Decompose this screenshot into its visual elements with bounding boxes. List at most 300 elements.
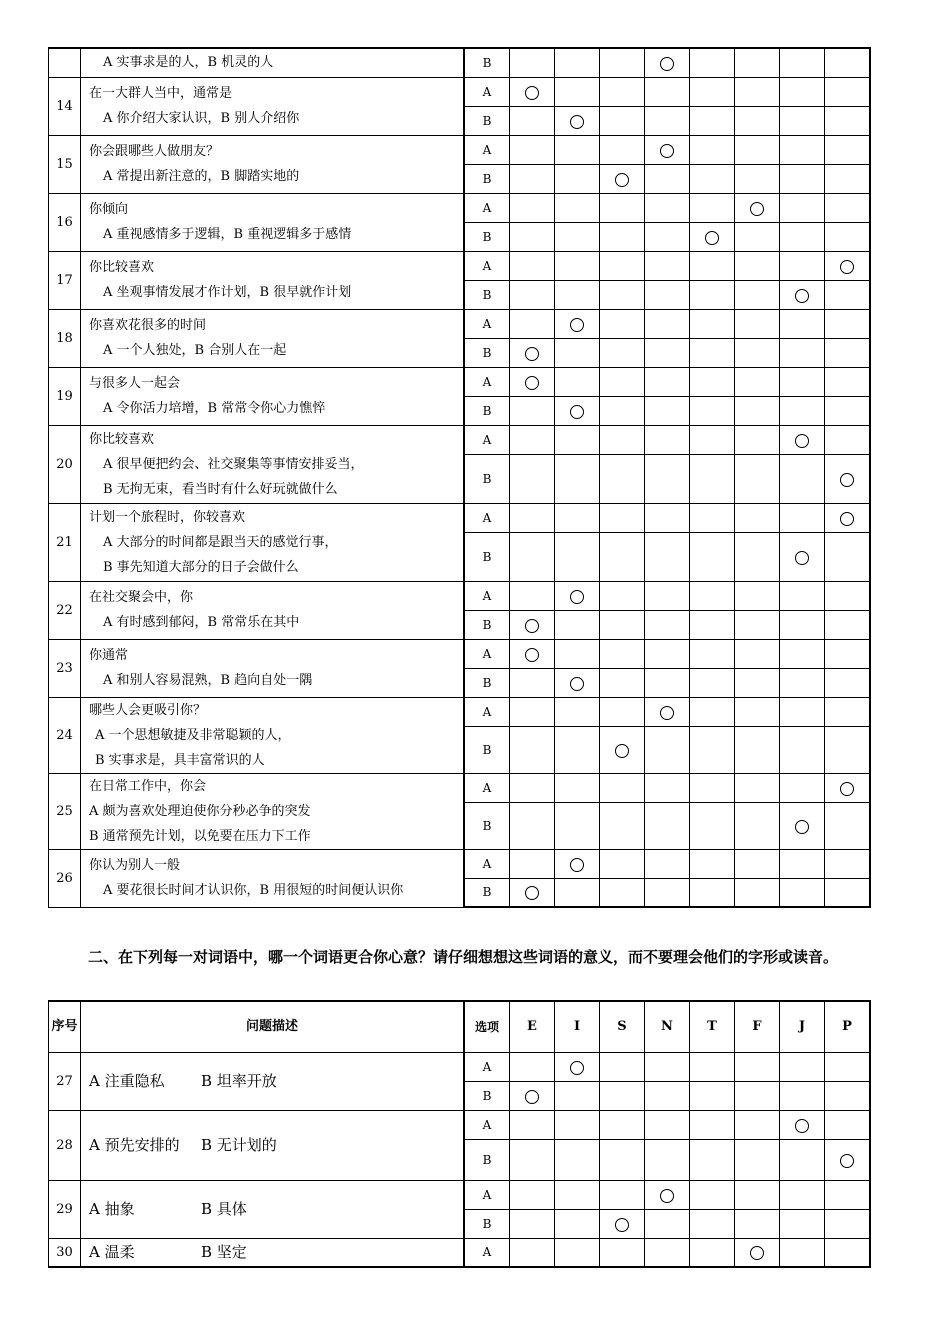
answer-cell-N[interactable]: [645, 77, 690, 106]
answer-cell-I[interactable]: [555, 773, 600, 802]
answer-cell-N[interactable]: [645, 222, 690, 251]
word-option-b: B 无计划的: [201, 1135, 277, 1154]
answer-cell-F[interactable]: [735, 1052, 780, 1081]
answer-cell-F[interactable]: [735, 106, 780, 135]
answer-cell-J[interactable]: [780, 503, 825, 532]
answer-cell-N[interactable]: [645, 164, 690, 193]
answer-cell-P[interactable]: [825, 251, 871, 280]
answer-cell-F[interactable]: [735, 396, 780, 425]
option-label: A: [464, 503, 510, 532]
answer-cell-P[interactable]: [825, 454, 871, 503]
answer-cell-T[interactable]: [690, 164, 735, 193]
selected-circle-icon: [615, 744, 629, 758]
question-line: 你比较喜欢: [89, 260, 155, 275]
answer-cell-N[interactable]: [645, 503, 690, 532]
answer-cell-J[interactable]: [780, 425, 825, 454]
answer-cell-E[interactable]: [510, 338, 555, 367]
answer-cell-S[interactable]: [600, 48, 645, 77]
answer-cell-J[interactable]: [780, 164, 825, 193]
answer-cell-F[interactable]: [735, 726, 780, 773]
answer-cell-F[interactable]: [735, 849, 780, 878]
answer-cell-T[interactable]: [690, 802, 735, 849]
answer-cell-P[interactable]: [825, 222, 871, 251]
answer-cell-P[interactable]: [825, 1110, 871, 1139]
answer-cell-I[interactable]: [555, 1209, 600, 1238]
answer-cell-J[interactable]: [780, 193, 825, 222]
answer-cell-P[interactable]: [825, 367, 871, 396]
answer-cell-J[interactable]: [780, 309, 825, 338]
answer-cell-N[interactable]: [645, 193, 690, 222]
answer-cell-F[interactable]: [735, 773, 780, 802]
answer-cell-N[interactable]: [645, 610, 690, 639]
selected-circle-icon: [840, 473, 854, 487]
answer-cell-N[interactable]: [645, 697, 690, 726]
answer-cell-E[interactable]: [510, 532, 555, 581]
answer-cell-S[interactable]: [600, 222, 645, 251]
answer-cell-S[interactable]: [600, 396, 645, 425]
answer-cell-T[interactable]: [690, 280, 735, 309]
answer-cell-T[interactable]: [690, 1110, 735, 1139]
answer-cell-S[interactable]: [600, 193, 645, 222]
answer-cell-P[interactable]: [825, 1139, 871, 1180]
answer-cell-I[interactable]: [555, 338, 600, 367]
answer-cell-N[interactable]: [645, 1180, 690, 1209]
answer-cell-F[interactable]: [735, 878, 780, 907]
answer-cell-E[interactable]: [510, 802, 555, 849]
answer-cell-E[interactable]: [510, 164, 555, 193]
answer-cell-E[interactable]: [510, 1081, 555, 1110]
answer-cell-F[interactable]: [735, 1081, 780, 1110]
question-line: A 坐观事情发展才作计划，B 很早就作计划: [103, 285, 352, 300]
answer-cell-S[interactable]: [600, 849, 645, 878]
answer-cell-S[interactable]: [600, 1238, 645, 1267]
answer-cell-F[interactable]: [735, 367, 780, 396]
answer-cell-I[interactable]: [555, 1052, 600, 1081]
answer-cell-T[interactable]: [690, 193, 735, 222]
answer-cell-I[interactable]: [555, 668, 600, 697]
answer-cell-P[interactable]: [825, 581, 871, 610]
question-line: 计划一个旅程时，你较喜欢: [89, 509, 246, 525]
answer-cell-P[interactable]: [825, 193, 871, 222]
answer-cell-P[interactable]: [825, 503, 871, 532]
answer-cell-N[interactable]: [645, 425, 690, 454]
answer-cell-F[interactable]: [735, 48, 780, 77]
question-number: 27: [49, 1052, 81, 1110]
answer-cell-T[interactable]: [690, 849, 735, 878]
answer-cell-S[interactable]: [600, 697, 645, 726]
answer-cell-S[interactable]: [600, 454, 645, 503]
answer-cell-F[interactable]: [735, 668, 780, 697]
answer-cell-P[interactable]: [825, 77, 871, 106]
answer-cell-F[interactable]: [735, 193, 780, 222]
answer-cell-J[interactable]: [780, 1081, 825, 1110]
answer-cell-T[interactable]: [690, 581, 735, 610]
answer-cell-F[interactable]: [735, 1139, 780, 1180]
answer-cell-I[interactable]: [555, 164, 600, 193]
header-dim-J: J: [780, 1001, 825, 1052]
answer-cell-T[interactable]: [690, 135, 735, 164]
answer-cell-P[interactable]: [825, 1052, 871, 1081]
answer-cell-E[interactable]: [510, 639, 555, 668]
answer-cell-T[interactable]: [690, 726, 735, 773]
answer-cell-I[interactable]: [555, 802, 600, 849]
answer-cell-I[interactable]: [555, 610, 600, 639]
answer-cell-P[interactable]: [825, 338, 871, 367]
answer-cell-I[interactable]: [555, 1238, 600, 1267]
answer-cell-N[interactable]: [645, 396, 690, 425]
answer-cell-E[interactable]: [510, 77, 555, 106]
option-label: B: [464, 878, 510, 907]
answer-cell-E[interactable]: [510, 610, 555, 639]
answer-cell-T[interactable]: [690, 367, 735, 396]
answer-cell-J[interactable]: [780, 251, 825, 280]
answer-cell-E[interactable]: [510, 849, 555, 878]
answer-cell-I[interactable]: [555, 48, 600, 77]
answer-cell-E[interactable]: [510, 48, 555, 77]
option-label: B: [464, 338, 510, 367]
answer-cell-S[interactable]: [600, 581, 645, 610]
answer-cell-I[interactable]: [555, 639, 600, 668]
answer-cell-T[interactable]: [690, 639, 735, 668]
answer-cell-F[interactable]: [735, 164, 780, 193]
answer-cell-E[interactable]: [510, 251, 555, 280]
answer-cell-J[interactable]: [780, 396, 825, 425]
answer-cell-S[interactable]: [600, 1139, 645, 1180]
answer-cell-N[interactable]: [645, 1139, 690, 1180]
answer-cell-P[interactable]: [825, 773, 871, 802]
answer-cell-S[interactable]: [600, 503, 645, 532]
answer-cell-J[interactable]: [780, 639, 825, 668]
answer-cell-F[interactable]: [735, 697, 780, 726]
answer-cell-E[interactable]: [510, 878, 555, 907]
answer-cell-F[interactable]: [735, 1180, 780, 1209]
answer-cell-T[interactable]: [690, 77, 735, 106]
answer-cell-P[interactable]: [825, 668, 871, 697]
answer-cell-J[interactable]: [780, 610, 825, 639]
option-label: B: [464, 610, 510, 639]
answer-cell-J[interactable]: [780, 1209, 825, 1238]
answer-cell-I[interactable]: [555, 532, 600, 581]
answer-cell-N[interactable]: [645, 532, 690, 581]
answer-cell-J[interactable]: [780, 48, 825, 77]
answer-cell-F[interactable]: [735, 503, 780, 532]
answer-cell-N[interactable]: [645, 581, 690, 610]
answer-cell-E[interactable]: [510, 1110, 555, 1139]
answer-cell-P[interactable]: [825, 135, 871, 164]
answer-cell-N[interactable]: [645, 773, 690, 802]
selected-circle-icon: [525, 86, 539, 100]
answer-cell-E[interactable]: [510, 773, 555, 802]
answer-cell-N[interactable]: [645, 106, 690, 135]
answer-cell-E[interactable]: [510, 1238, 555, 1267]
answer-cell-P[interactable]: [825, 164, 871, 193]
answer-cell-N[interactable]: [645, 1110, 690, 1139]
question-line: A 有时感到郁闷，B 常常乐在其中: [103, 615, 300, 630]
answer-cell-S[interactable]: [600, 77, 645, 106]
answer-cell-N[interactable]: [645, 639, 690, 668]
answer-cell-J[interactable]: [780, 77, 825, 106]
answer-cell-P[interactable]: [825, 396, 871, 425]
answer-cell-P[interactable]: [825, 610, 871, 639]
answer-cell-S[interactable]: [600, 668, 645, 697]
answer-cell-T[interactable]: [690, 1238, 735, 1267]
answer-cell-T[interactable]: [690, 773, 735, 802]
answer-cell-J[interactable]: [780, 135, 825, 164]
answer-cell-S[interactable]: [600, 773, 645, 802]
answer-cell-P[interactable]: [825, 849, 871, 878]
answer-cell-T[interactable]: [690, 697, 735, 726]
answer-cell-T[interactable]: [690, 1052, 735, 1081]
answer-cell-F[interactable]: [735, 802, 780, 849]
answer-cell-P[interactable]: [825, 280, 871, 309]
answer-cell-E[interactable]: [510, 1180, 555, 1209]
answer-cell-T[interactable]: [690, 309, 735, 338]
answer-cell-P[interactable]: [825, 425, 871, 454]
answer-cell-J[interactable]: [780, 367, 825, 396]
answer-cell-N[interactable]: [645, 802, 690, 849]
answer-cell-P[interactable]: [825, 697, 871, 726]
answer-cell-F[interactable]: [735, 425, 780, 454]
answer-cell-E[interactable]: [510, 425, 555, 454]
answer-cell-P[interactable]: [825, 106, 871, 135]
answer-cell-J[interactable]: [780, 726, 825, 773]
answer-cell-E[interactable]: [510, 1052, 555, 1081]
answer-cell-J[interactable]: [780, 1238, 825, 1267]
selected-circle-icon: [525, 886, 539, 900]
answer-cell-T[interactable]: [690, 668, 735, 697]
answer-cell-T[interactable]: [690, 338, 735, 367]
answer-cell-S[interactable]: [600, 1081, 645, 1110]
answer-cell-T[interactable]: [690, 1081, 735, 1110]
answer-cell-J[interactable]: [780, 1180, 825, 1209]
answer-cell-P[interactable]: [825, 1180, 871, 1209]
answer-cell-F[interactable]: [735, 77, 780, 106]
answer-cell-P[interactable]: [825, 1081, 871, 1110]
answer-cell-T[interactable]: [690, 878, 735, 907]
answer-cell-F[interactable]: [735, 1209, 780, 1238]
answer-cell-S[interactable]: [600, 425, 645, 454]
answer-cell-P[interactable]: [825, 878, 871, 907]
answer-cell-F[interactable]: [735, 532, 780, 581]
answer-cell-E[interactable]: [510, 193, 555, 222]
answer-cell-I[interactable]: [555, 849, 600, 878]
option-label: B: [464, 802, 510, 849]
answer-cell-S[interactable]: [600, 309, 645, 338]
answer-cell-J[interactable]: [780, 849, 825, 878]
selected-circle-icon: [570, 590, 584, 604]
question-line: 与很多人一起会: [89, 376, 181, 391]
answer-cell-T[interactable]: [690, 454, 735, 503]
answer-cell-P[interactable]: [825, 48, 871, 77]
selected-circle-icon: [615, 173, 629, 187]
answer-cell-E[interactable]: [510, 309, 555, 338]
answer-cell-E[interactable]: [510, 396, 555, 425]
answer-cell-E[interactable]: [510, 106, 555, 135]
answer-cell-I[interactable]: [555, 106, 600, 135]
answer-cell-E[interactable]: [510, 222, 555, 251]
answer-cell-J[interactable]: [780, 581, 825, 610]
answer-cell-P[interactable]: [825, 639, 871, 668]
answer-cell-E[interactable]: [510, 1139, 555, 1180]
answer-cell-S[interactable]: [600, 639, 645, 668]
answer-cell-I[interactable]: [555, 280, 600, 309]
answer-cell-J[interactable]: [780, 106, 825, 135]
answer-cell-N[interactable]: [645, 280, 690, 309]
answer-cell-E[interactable]: [510, 668, 555, 697]
answer-cell-F[interactable]: [735, 135, 780, 164]
answer-cell-S[interactable]: [600, 338, 645, 367]
answer-cell-E[interactable]: [510, 280, 555, 309]
answer-cell-S[interactable]: [600, 610, 645, 639]
answer-cell-S[interactable]: [600, 367, 645, 396]
answer-cell-I[interactable]: [555, 193, 600, 222]
answer-cell-S[interactable]: [600, 135, 645, 164]
option-label: A: [464, 77, 510, 106]
answer-cell-N[interactable]: [645, 1052, 690, 1081]
answer-cell-T[interactable]: [690, 106, 735, 135]
answer-cell-I[interactable]: [555, 77, 600, 106]
answer-cell-F[interactable]: [735, 1238, 780, 1267]
answer-cell-P[interactable]: [825, 1238, 871, 1267]
selected-circle-icon: [525, 1090, 539, 1104]
answer-cell-I[interactable]: [555, 454, 600, 503]
answer-cell-J[interactable]: [780, 668, 825, 697]
answer-cell-I[interactable]: [555, 135, 600, 164]
answer-cell-F[interactable]: [735, 454, 780, 503]
answer-cell-S[interactable]: [600, 878, 645, 907]
question-line: 在一大群人当中，通常是: [89, 86, 233, 101]
answer-cell-J[interactable]: [780, 1139, 825, 1180]
answer-cell-N[interactable]: [645, 454, 690, 503]
question-number: [49, 48, 81, 77]
answer-cell-P[interactable]: [825, 532, 871, 581]
answer-cell-E[interactable]: [510, 503, 555, 532]
answer-cell-E[interactable]: [510, 581, 555, 610]
answer-cell-J[interactable]: [780, 1052, 825, 1081]
answer-cell-N[interactable]: [645, 251, 690, 280]
answer-cell-I[interactable]: [555, 251, 600, 280]
answer-cell-I[interactable]: [555, 425, 600, 454]
answer-cell-N[interactable]: [645, 367, 690, 396]
answer-cell-T[interactable]: [690, 425, 735, 454]
answer-cell-S[interactable]: [600, 802, 645, 849]
answer-cell-F[interactable]: [735, 280, 780, 309]
answer-cell-P[interactable]: [825, 1209, 871, 1238]
answer-cell-J[interactable]: [780, 773, 825, 802]
answer-cell-J[interactable]: [780, 532, 825, 581]
answer-cell-T[interactable]: [690, 610, 735, 639]
answer-cell-N[interactable]: [645, 668, 690, 697]
answer-cell-N[interactable]: [645, 1238, 690, 1267]
answer-cell-F[interactable]: [735, 610, 780, 639]
answer-cell-F[interactable]: [735, 309, 780, 338]
answer-cell-S[interactable]: [600, 1209, 645, 1238]
answer-cell-S[interactable]: [600, 251, 645, 280]
answer-cell-T[interactable]: [690, 48, 735, 77]
answer-cell-I[interactable]: [555, 1180, 600, 1209]
answer-cell-N[interactable]: [645, 309, 690, 338]
answer-cell-T[interactable]: [690, 1209, 735, 1238]
question-description: [81, 48, 465, 77]
answer-cell-I[interactable]: [555, 367, 600, 396]
answer-cell-P[interactable]: [825, 309, 871, 338]
answer-cell-S[interactable]: [600, 1180, 645, 1209]
answer-cell-J[interactable]: [780, 802, 825, 849]
answer-cell-I[interactable]: [555, 581, 600, 610]
answer-cell-F[interactable]: [735, 222, 780, 251]
answer-cell-T[interactable]: [690, 222, 735, 251]
answer-cell-F[interactable]: [735, 581, 780, 610]
answer-cell-E[interactable]: [510, 1209, 555, 1238]
answer-cell-I[interactable]: [555, 396, 600, 425]
answer-cell-S[interactable]: [600, 726, 645, 773]
answer-cell-S[interactable]: [600, 532, 645, 581]
answer-cell-P[interactable]: [825, 802, 871, 849]
answer-cell-F[interactable]: [735, 1110, 780, 1139]
answer-cell-N[interactable]: [645, 1081, 690, 1110]
word-pair: [81, 1238, 465, 1267]
answer-cell-S[interactable]: [600, 1052, 645, 1081]
answer-cell-J[interactable]: [780, 338, 825, 367]
answer-cell-I[interactable]: [555, 309, 600, 338]
answer-cell-T[interactable]: [690, 1180, 735, 1209]
answer-cell-T[interactable]: [690, 532, 735, 581]
answer-cell-I[interactable]: [555, 697, 600, 726]
answer-cell-E[interactable]: [510, 367, 555, 396]
answer-cell-T[interactable]: [690, 503, 735, 532]
answer-cell-J[interactable]: [780, 1110, 825, 1139]
answer-cell-T[interactable]: [690, 251, 735, 280]
answer-cell-I[interactable]: [555, 1081, 600, 1110]
answer-cell-I[interactable]: [555, 503, 600, 532]
answer-cell-J[interactable]: [780, 454, 825, 503]
answer-cell-N[interactable]: [645, 726, 690, 773]
answer-cell-E[interactable]: [510, 135, 555, 164]
answer-cell-F[interactable]: [735, 338, 780, 367]
answer-cell-I[interactable]: [555, 878, 600, 907]
answer-cell-E[interactable]: [510, 697, 555, 726]
answer-cell-S[interactable]: [600, 1110, 645, 1139]
answer-cell-J[interactable]: [780, 280, 825, 309]
answer-cell-J[interactable]: [780, 878, 825, 907]
answer-cell-I[interactable]: [555, 1139, 600, 1180]
answer-cell-S[interactable]: [600, 280, 645, 309]
answer-cell-F[interactable]: [735, 251, 780, 280]
answer-cell-N[interactable]: [645, 1209, 690, 1238]
answer-cell-E[interactable]: [510, 454, 555, 503]
option-label: B: [464, 1139, 510, 1180]
answer-cell-I[interactable]: [555, 1110, 600, 1139]
answer-cell-T[interactable]: [690, 1139, 735, 1180]
question-line: A 颇为喜欢处理迫使你分秒必争的突发: [89, 803, 311, 819]
answer-cell-N[interactable]: [645, 338, 690, 367]
answer-cell-I[interactable]: [555, 222, 600, 251]
answer-cell-N[interactable]: [645, 849, 690, 878]
answer-cell-N[interactable]: [645, 135, 690, 164]
answer-cell-I[interactable]: [555, 726, 600, 773]
answer-cell-J[interactable]: [780, 222, 825, 251]
answer-cell-S[interactable]: [600, 164, 645, 193]
answer-cell-N[interactable]: [645, 878, 690, 907]
answer-cell-N[interactable]: [645, 48, 690, 77]
answer-cell-J[interactable]: [780, 697, 825, 726]
question-description: [81, 77, 465, 135]
answer-cell-T[interactable]: [690, 396, 735, 425]
answer-cell-E[interactable]: [510, 726, 555, 773]
answer-cell-S[interactable]: [600, 106, 645, 135]
answer-cell-P[interactable]: [825, 726, 871, 773]
answer-cell-F[interactable]: [735, 639, 780, 668]
